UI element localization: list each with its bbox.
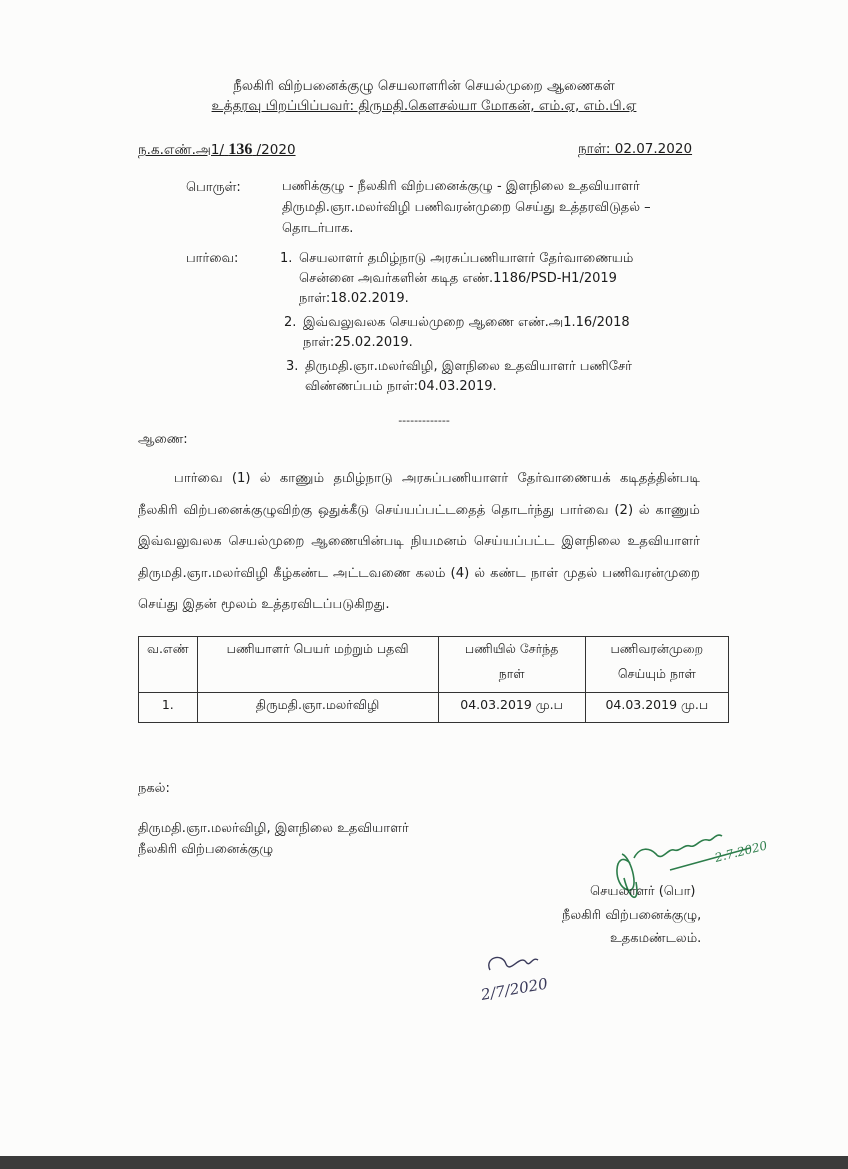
reference-number-prefix: ந.க.எண்.அ1/ — [138, 142, 225, 158]
table-cell: திருமதி.ஞா.மலர்விழி — [197, 693, 438, 723]
subject-line: பணிக்குழு - நீலகிரி விற்பனைக்குழு - இளநிலை உதவியாளர் — [282, 179, 640, 194]
table-cell: 1. — [139, 693, 198, 723]
signature-designation: செயலாளர் (பொ) — [590, 884, 696, 899]
table-header-row — [139, 637, 729, 693]
table-header-line: நாள் — [498, 666, 525, 681]
reference-item-line: இவ்வலுவலக செயல்முறை ஆணை எண்.அ1.16/2018 — [303, 315, 630, 330]
order-heading: ஆணை: — [138, 432, 188, 447]
reference-item-number: 2. — [284, 315, 297, 330]
reference-item-line: சென்னை அவர்களின் கடித எண்.1186/PSD-H1/2019 — [299, 271, 617, 286]
signature-date: 2.7.2020 — [713, 838, 769, 865]
signature-office: நீலகிரி விற்பனைக்குழு, — [562, 908, 702, 923]
table-header-line: பணியில் சேர்ந்த — [464, 641, 559, 656]
copy-line: திருமதி.ஞா.மலர்விழி, இளநிலை உதவியாளர் — [138, 821, 409, 836]
table-header-line: செய்யும் நாள் — [617, 666, 696, 681]
table-cell: 04.03.2019 மு.ப — [438, 693, 585, 723]
regularisation-table — [138, 636, 729, 723]
reference-item-line: நாள்:18.02.2019. — [299, 291, 409, 306]
table-header-cell: வ.எண் — [139, 637, 198, 693]
copy-label: நகல்: — [138, 781, 170, 796]
initials-date: 2/7/2020 — [479, 974, 550, 1004]
initials-scribble — [468, 944, 578, 1014]
header-title: நீலகிரி விற்பனைக்குழு செயலாளரின் செயல்முறை ஆணைகள் — [233, 78, 615, 94]
copy-line: நீலகிரி விற்பனைக்குழு — [138, 842, 274, 857]
reference-number — [138, 141, 296, 160]
reference-item-line: திருமதி.ஞா.மலர்விழி, இளநிலை உதவியாளர் பணிசேர் — [305, 359, 632, 374]
reference-item-line: விண்ணப்பம் நாள்:04.03.2019. — [305, 379, 497, 394]
references-label: பார்வை: — [186, 251, 239, 266]
signature-place: உதகமண்டலம். — [610, 931, 702, 946]
reference-number-bold: 136 — [228, 141, 253, 158]
header-issuer: உத்தரவு பிறப்பிப்பவர்: திருமதி.கௌசல்யா மோகன், எம்.ஏ, எம்.பி.ஏ — [211, 98, 637, 114]
subject-line: திருமதி.ஞா.மலர்விழி பணிவரன்முறை செய்து உத்தரவிடுதல் – — [282, 200, 651, 215]
order-paragraph: பார்வை (1) ல் காணும் தமிழ்நாடு அரசுப்பணியாளர் தேர்வாணையக் கடிதத்தின்படி நீலகிரி விற்பனைக்குழுவிற்கு ஒதுக்கீடு செய்யப்பட்டதைத் தொடர்ந்து பார்வை (2) ல் காணும் இவ்வலுவலக செயல்முறை ஆணையின்படி நியமனம் செய்யப்பட்ட இளநிலை உதவியாளர் திருமதி.ஞா.மலர்விழி கீழ்கண்ட அட்டவணை கலம் (4) ல் கண்ட நாள் முதல் பணிவரன்முறை செய்து இதன் மூலம் உத்தரவிடப்படுகிறது. — [138, 471, 700, 612]
reference-date: நாள்: 02.07.2020 — [578, 141, 693, 157]
scan-bottom-edge — [0, 1156, 848, 1169]
reference-number-suffix: /2020 — [256, 142, 296, 158]
reference-item-line: செயலாளர் தமிழ்நாடு அரசுப்பணியாளர் தேர்வாணையம் — [299, 251, 634, 266]
table-header-cell: பணியாளர் பெயர் மற்றும் பதவி — [197, 637, 438, 693]
reference-item-line: நாள்:25.02.2019. — [303, 335, 413, 350]
table-cell: 04.03.2019 மு.ப — [585, 693, 728, 723]
table-header-line: பணிவரன்முறை — [610, 641, 704, 656]
reference-item-number: 1. — [280, 251, 293, 266]
table-row — [139, 693, 729, 723]
section-separator: ------------- — [398, 414, 450, 427]
subject-label: பொருள்: — [186, 180, 241, 195]
table-header-cell — [438, 637, 585, 693]
table-header-cell — [585, 637, 728, 693]
reference-item-number: 3. — [286, 359, 299, 374]
subject-line: தொடர்பாக. — [282, 221, 354, 236]
